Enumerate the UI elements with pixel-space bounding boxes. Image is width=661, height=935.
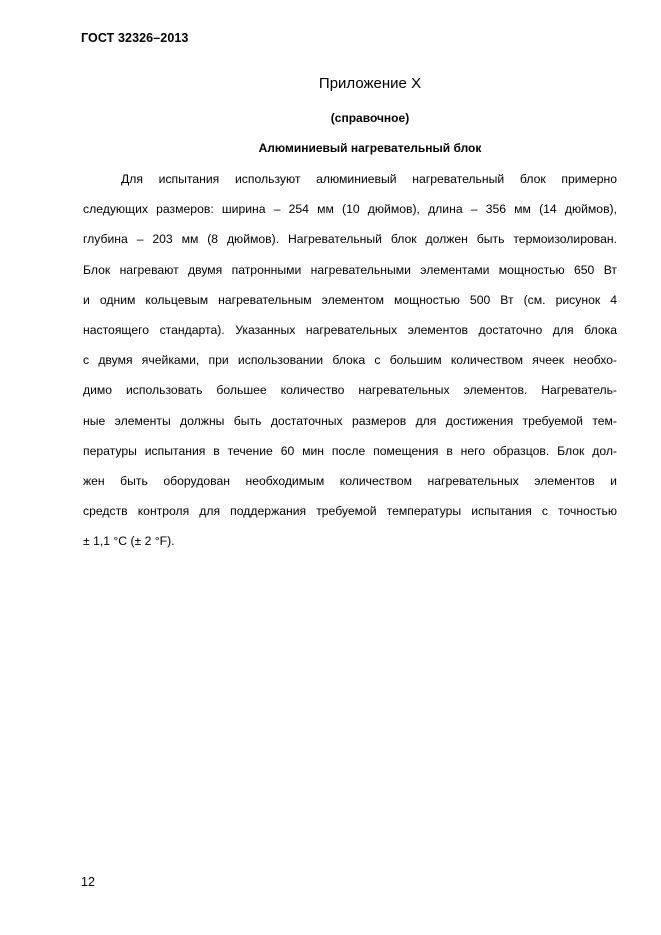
paragraph-line: ные элементы должны быть достаточных размеров для достижения требуемой тем- bbox=[83, 413, 617, 428]
standard-code: ГОСТ 32326–2013 bbox=[81, 31, 189, 45]
paragraph-line: жен быть оборудован необходимым количеством нагревательных элементов и bbox=[83, 473, 617, 488]
paragraph-line: следующих размеров: ширина – 254 мм (10 дюймов), длина – 356 мм (14 дюймов), bbox=[83, 202, 617, 217]
annex-title: Приложение Х bbox=[318, 75, 422, 92]
paragraph-line: димо использовать большее количество нагревательных элементов. Нагреватель- bbox=[83, 383, 617, 398]
paragraph-line: настоящего стандарта). Указанных нагревательных элементов достаточно для блока bbox=[83, 322, 617, 337]
paragraph-line: ± 1,1 °С (± 2 °F). bbox=[83, 534, 175, 549]
body-paragraph bbox=[83, 171, 617, 563]
paragraph-line: глубина – 203 мм (8 дюймов). Нагревательный блок должен быть термоизолирован. bbox=[83, 232, 617, 247]
paragraph-line: средств контроля для поддержания требуемой температуры испытания с точностью bbox=[83, 504, 617, 519]
paragraph-line: пературы испытания в течение 60 мин после помещения в него образцов. Блок дол- bbox=[83, 443, 617, 458]
annex-type: (справочное) bbox=[330, 111, 410, 125]
page-number: 12 bbox=[81, 875, 95, 889]
paragraph-line: Блок нагревают двумя патронными нагревательными элементами мощностью 650 Вт bbox=[83, 262, 617, 277]
annex-heading: Алюминиевый нагревательный блок bbox=[258, 141, 482, 155]
paragraph-line: с двумя ячейками, при использовании блока с большим количеством ячеек необхо- bbox=[83, 353, 617, 368]
paragraph-line: и одним кольцевым нагревательным элементом мощностью 500 Вт (см. рисунок 4 bbox=[83, 292, 617, 307]
paragraph-line: Для испытания используют алюминиевый нагревательный блок примерно bbox=[121, 172, 617, 186]
